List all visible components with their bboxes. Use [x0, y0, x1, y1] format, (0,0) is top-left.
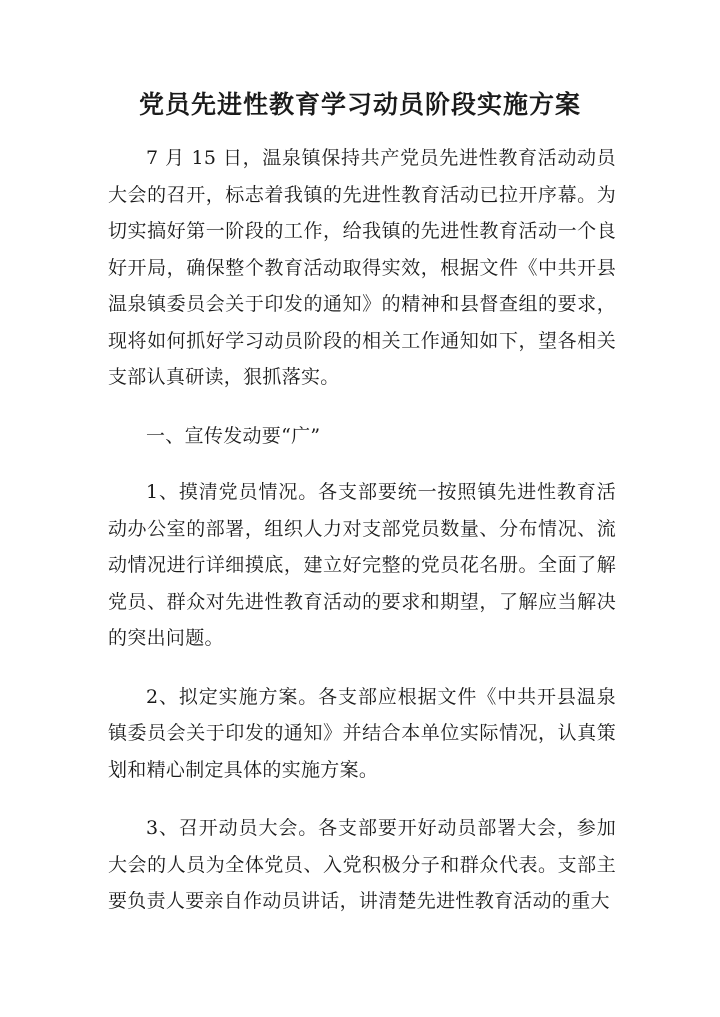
item-1-paragraph: 1、摸清党员情况。各支部要统一按照镇先进性教育活动办公室的部署，组织人力对支部党员数量、分布情况、流动情况进行详细摸底，建立好完整的党员花名册。全面了解党员、群众对先进性教育活动的要求和期望，了解应当解决的突出问题。: [108, 481, 616, 649]
document-title: 党员先进性教育学习动员阶段实施方案: [138, 90, 581, 119]
item-3-paragraph: 3、召开动员大会。各支部要开好动员部署大会，参加大会的人员为全体党员、入党积极分子和群众代表。支部主要负责人要亲自作动员讲话，讲清楚先进性教育活动的重大: [108, 817, 616, 912]
item-2-paragraph: 2、拟定实施方案。各支部应根据文件《中共开县温泉镇委员会关于印发的通知》并结合本单位实际情况，认真策划和精心制定具体的实施方案。: [108, 685, 616, 781]
intro-paragraph: 7 月 15 日，温泉镇保持共产党员先进性教育活动动员大会的召开，标志着我镇的先进性教育活动已拉开序幕。为切实搞好第一阶段的工作，给我镇的先进性教育活动一个良好开局，确保整个教育活动取得实效，根据文件《中共开县温泉镇委员会关于印发的通知》的精神和县督查组的要求，现将如何抓好学习动员阶段的相关工作通知如下，望各相关支部认真研读，狠抓落实。: [108, 147, 616, 388]
document-body: [108, 140, 616, 942]
section-heading-1: 一、宣传发动要“广”: [146, 424, 321, 447]
